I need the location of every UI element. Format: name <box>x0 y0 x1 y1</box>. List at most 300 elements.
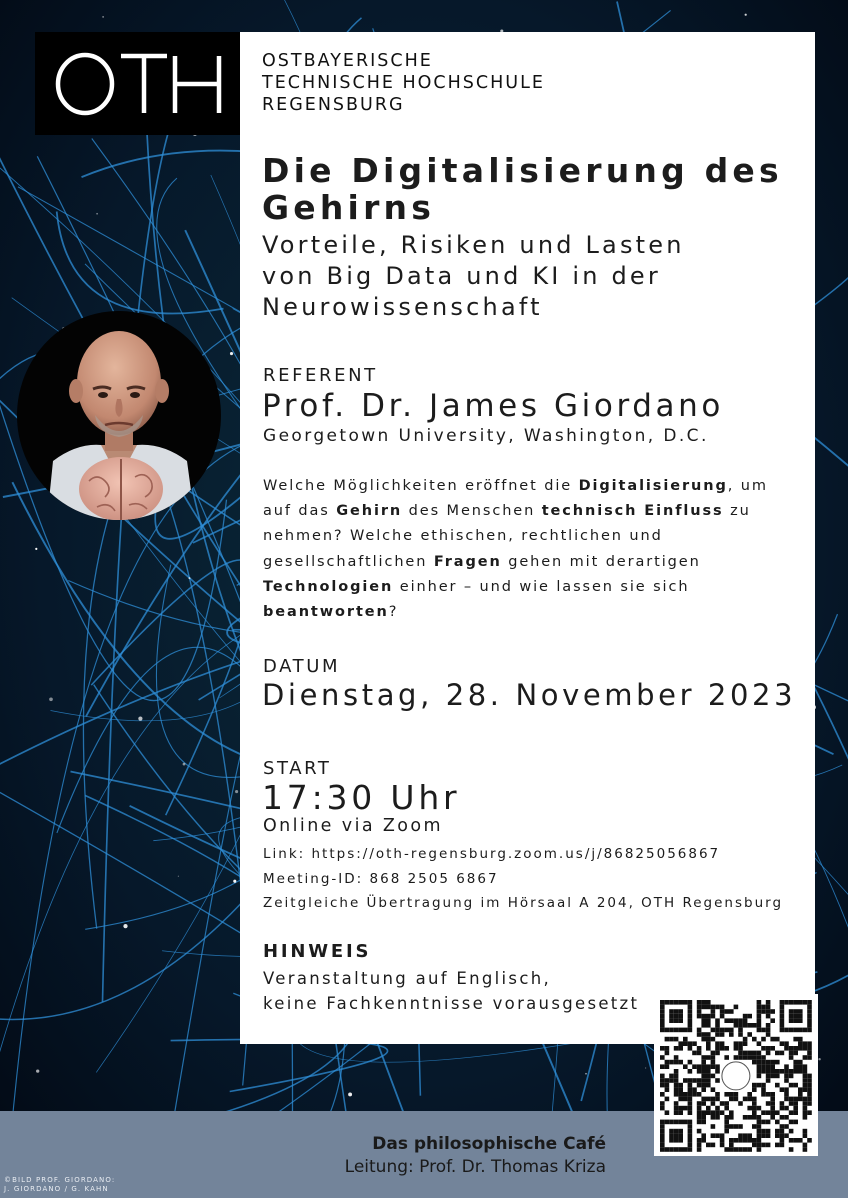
qr-module <box>789 1129 794 1134</box>
qr-module <box>697 1032 702 1037</box>
qr-module <box>683 1037 688 1042</box>
qr-module <box>798 1092 803 1097</box>
qr-module <box>701 1018 706 1023</box>
qr-module <box>752 1083 757 1088</box>
qr-module <box>766 1060 771 1065</box>
qr-module <box>784 1069 789 1074</box>
qr-module <box>743 1055 748 1060</box>
qr-module <box>683 1147 688 1152</box>
qr-module <box>692 1041 697 1046</box>
qr-module <box>807 1014 812 1019</box>
note-line-1: Veranstaltung auf Englisch, <box>263 969 551 988</box>
qr-module <box>766 1051 771 1056</box>
qr-module <box>724 1055 729 1060</box>
qr-module <box>766 1000 771 1005</box>
qr-module <box>803 1078 808 1083</box>
qr-module <box>757 1147 762 1152</box>
qr-module <box>780 1009 785 1014</box>
qr-module <box>715 1097 720 1102</box>
qr-module <box>775 1143 780 1148</box>
abstract-emphasis: Gehirn <box>336 503 403 520</box>
qr-module <box>803 1069 808 1074</box>
qr-module <box>752 1023 757 1028</box>
credit-line-1: ©BILD PROF. GIORDANO: <box>4 1176 116 1184</box>
glow-point <box>123 924 127 928</box>
qr-module <box>789 1097 794 1102</box>
qr-module <box>697 1092 702 1097</box>
qr-module <box>766 1133 771 1138</box>
qr-module <box>803 1106 808 1111</box>
qr-module <box>688 1078 693 1083</box>
qr-module <box>752 1138 757 1143</box>
qr-module <box>807 1005 812 1010</box>
qr-module <box>724 1129 729 1134</box>
qr-module <box>706 1005 711 1010</box>
qr-module <box>789 1147 794 1152</box>
qr-module <box>793 1014 798 1019</box>
qr-module <box>807 1110 812 1115</box>
qr-module <box>706 1074 711 1079</box>
qr-module <box>711 1143 716 1148</box>
qr-module <box>789 1069 794 1074</box>
qr-module <box>706 1000 711 1005</box>
qr-module <box>697 1115 702 1120</box>
qr-module <box>729 1138 734 1143</box>
qr-module <box>665 1060 670 1065</box>
qr-module <box>761 1064 766 1069</box>
qr-module <box>711 1055 716 1060</box>
qr-module <box>669 1037 674 1042</box>
qr-module <box>660 1055 665 1060</box>
qr-module <box>752 1037 757 1042</box>
qr-module <box>678 1097 683 1102</box>
qr-module <box>789 1014 794 1019</box>
qr-module <box>674 1028 679 1033</box>
qr-module <box>660 1129 665 1134</box>
qr-module <box>688 1028 693 1033</box>
glow-point <box>35 548 37 550</box>
qr-module <box>766 1101 771 1106</box>
abstract-emphasis: Fragen <box>433 553 502 570</box>
qr-module <box>678 1087 683 1092</box>
qr-module <box>780 1005 785 1010</box>
qr-module <box>715 1041 720 1046</box>
qr-module <box>775 1060 780 1065</box>
qr-module <box>697 1078 702 1083</box>
qr-module <box>688 1069 693 1074</box>
qr-module <box>761 1133 766 1138</box>
qr-module <box>743 1023 748 1028</box>
qr-module <box>757 1124 762 1129</box>
qr-module <box>724 1124 729 1129</box>
qr-module <box>780 1087 785 1092</box>
qr-module <box>660 1023 665 1028</box>
qr-module <box>674 1074 679 1079</box>
qr-module <box>761 1120 766 1125</box>
qr-module <box>780 1041 785 1046</box>
qr-module <box>807 1074 812 1079</box>
qr-module <box>798 1064 803 1069</box>
qr-module <box>697 1147 702 1152</box>
qr-module <box>660 1028 665 1033</box>
qr-module <box>678 1028 683 1033</box>
glow-point <box>233 880 236 883</box>
qr-module <box>734 1005 739 1010</box>
qr-module <box>766 1069 771 1074</box>
qr-module <box>757 1083 762 1088</box>
qr-module <box>688 1046 693 1051</box>
qr-module <box>706 1023 711 1028</box>
qr-module <box>701 1032 706 1037</box>
series-lead: Leitung: Prof. Dr. Thomas Kriza <box>344 1157 606 1177</box>
qr-module <box>711 1133 716 1138</box>
qr-module <box>770 1064 775 1069</box>
abstract-text: gehen mit derartigen <box>501 553 701 570</box>
qr-module <box>665 1046 670 1051</box>
event-date: Dienstag, 28. November 2023 <box>262 678 797 712</box>
qr-module <box>789 1051 794 1056</box>
qr-module <box>724 1028 729 1033</box>
qr-module <box>683 1028 688 1033</box>
qr-module <box>752 1097 757 1102</box>
qr-module <box>803 1097 808 1102</box>
qr-module <box>761 1092 766 1097</box>
qr-module <box>757 1028 762 1033</box>
qr-module <box>775 1037 780 1042</box>
qr-module <box>701 1074 706 1079</box>
qr-module <box>660 1101 665 1106</box>
qr-module <box>775 1110 780 1115</box>
qr-module <box>729 1032 734 1037</box>
qr-module <box>724 1018 729 1023</box>
qr-module <box>789 1110 794 1115</box>
qr-module <box>678 1046 683 1051</box>
qr-module <box>688 1083 693 1088</box>
qr-module <box>669 1014 674 1019</box>
qr-module <box>757 1005 762 1010</box>
qr-module <box>770 1110 775 1115</box>
qr-module <box>798 1009 803 1014</box>
qr-module <box>734 1092 739 1097</box>
qr-module <box>715 1115 720 1120</box>
qr-module <box>747 1097 752 1102</box>
qr-module <box>678 1133 683 1138</box>
qr-module <box>697 1120 702 1125</box>
qr-module <box>688 1041 693 1046</box>
qr-module <box>706 1014 711 1019</box>
glow-point <box>178 876 179 877</box>
qr-module <box>738 1101 743 1106</box>
qr-module <box>734 1023 739 1028</box>
qr-module <box>761 1005 766 1010</box>
qr-module <box>729 1143 734 1148</box>
event-subtitle: Vorteile, Risiken und Lasten von Big Data und KI in der Neurowissenschaft <box>262 231 685 321</box>
qr-module <box>793 1106 798 1111</box>
speaker-name: Prof. Dr. James Giordano <box>262 388 724 424</box>
qr-module <box>678 1138 683 1143</box>
qr-module <box>715 1078 720 1083</box>
note-text <box>263 966 639 1016</box>
qr-module <box>766 1078 771 1083</box>
qr-module <box>678 1060 683 1065</box>
abstract-emphasis: Technologien <box>263 578 394 595</box>
qr-module <box>761 1028 766 1033</box>
qr-module <box>715 1046 720 1051</box>
qr-module <box>738 1051 743 1056</box>
qr-module <box>711 1014 716 1019</box>
qr-module <box>747 1032 752 1037</box>
qr-module <box>701 1138 706 1143</box>
qr-module <box>674 1120 679 1125</box>
qr-module <box>697 1143 702 1148</box>
qr-module <box>770 1069 775 1074</box>
qr-module <box>701 1087 706 1092</box>
qr-module <box>798 1060 803 1065</box>
qr-module <box>743 1051 748 1056</box>
qr-module <box>743 1097 748 1102</box>
qr-module <box>775 1069 780 1074</box>
qr-module <box>807 1051 812 1056</box>
qr-module <box>793 1028 798 1033</box>
qr-module <box>660 1064 665 1069</box>
qr-module <box>729 1092 734 1097</box>
qr-module <box>683 1041 688 1046</box>
qr-module <box>665 1028 670 1033</box>
qr-module <box>807 1023 812 1028</box>
qr-code-pattern <box>654 994 818 1156</box>
qr-module <box>715 1051 720 1056</box>
qr-module <box>793 1110 798 1115</box>
qr-module <box>807 1138 812 1143</box>
qr-center-emblem <box>722 1062 750 1090</box>
qr-module <box>789 1046 794 1051</box>
qr-module <box>807 1101 812 1106</box>
oth-logo-mark <box>55 50 225 118</box>
qr-module <box>711 1064 716 1069</box>
qr-module <box>743 1115 748 1120</box>
qr-module <box>780 1051 785 1056</box>
qr-module <box>706 1069 711 1074</box>
qr-module <box>789 1018 794 1023</box>
qr-module <box>784 1028 789 1033</box>
qr-module <box>674 1000 679 1005</box>
qr-module <box>757 1014 762 1019</box>
event-abstract <box>263 474 803 625</box>
university-line-3: REGENSBURG <box>262 95 405 115</box>
qr-module <box>688 1143 693 1148</box>
qr-module <box>665 1120 670 1125</box>
qr-module <box>720 1032 725 1037</box>
qr-module <box>720 1014 725 1019</box>
abstract-text: des Menschen <box>402 503 542 520</box>
qr-module <box>757 1051 762 1056</box>
qr-module <box>798 1087 803 1092</box>
qr-module <box>747 1138 752 1143</box>
qr-module <box>706 1143 711 1148</box>
qr-module <box>757 1115 762 1120</box>
qr-module <box>747 1092 752 1097</box>
qr-module <box>803 1055 808 1060</box>
qr-module <box>761 1055 766 1060</box>
qr-module <box>798 1138 803 1143</box>
qr-module <box>780 1018 785 1023</box>
qr-module <box>738 1041 743 1046</box>
qr-module <box>803 1000 808 1005</box>
qr-module <box>784 1097 789 1102</box>
qr-module <box>660 1083 665 1088</box>
qr-module <box>660 1092 665 1097</box>
qr-code[interactable] <box>654 994 818 1156</box>
qr-module <box>803 1143 808 1148</box>
qr-module <box>789 1009 794 1014</box>
credit-line-2: J. GIORDANO / G. KAHN <box>4 1185 109 1193</box>
qr-module <box>770 1092 775 1097</box>
qr-module <box>803 1133 808 1138</box>
qr-module <box>678 1106 683 1111</box>
qr-module <box>766 1092 771 1097</box>
qr-module <box>692 1051 697 1056</box>
qr-module <box>669 1009 674 1014</box>
qr-module <box>793 1069 798 1074</box>
qr-module <box>720 1046 725 1051</box>
qr-module <box>674 1046 679 1051</box>
qr-module <box>793 1009 798 1014</box>
qr-module <box>766 1074 771 1079</box>
qr-module <box>669 1138 674 1143</box>
qr-module <box>798 1069 803 1074</box>
qr-module <box>688 1060 693 1065</box>
university-line-2: TECHNISCHE HOCHSCHULE <box>262 73 545 93</box>
qr-module <box>757 1060 762 1065</box>
qr-module <box>688 1014 693 1019</box>
qr-module <box>743 1018 748 1023</box>
qr-module <box>780 1133 785 1138</box>
qr-module <box>660 1120 665 1125</box>
qr-module <box>793 1018 798 1023</box>
qr-module <box>743 1014 748 1019</box>
qr-module <box>692 1064 697 1069</box>
glow-point <box>49 697 53 701</box>
qr-module <box>734 1147 739 1152</box>
qr-module <box>692 1078 697 1083</box>
qr-module <box>757 1138 762 1143</box>
qr-module <box>665 1147 670 1152</box>
qr-module <box>674 1009 679 1014</box>
qr-module <box>706 1041 711 1046</box>
qr-module <box>766 1032 771 1037</box>
qr-module <box>770 1018 775 1023</box>
qr-module <box>775 1083 780 1088</box>
qr-module <box>761 1087 766 1092</box>
qr-module <box>807 1097 812 1102</box>
qr-module <box>798 1037 803 1042</box>
qr-module <box>757 1106 762 1111</box>
qr-module <box>729 1018 734 1023</box>
qr-module <box>688 1106 693 1111</box>
qr-module <box>697 1129 702 1134</box>
qr-module <box>674 1092 679 1097</box>
qr-module <box>660 1018 665 1023</box>
qr-module <box>770 1115 775 1120</box>
qr-module <box>729 1110 734 1115</box>
qr-module <box>720 1110 725 1115</box>
qr-module <box>706 1055 711 1060</box>
qr-module <box>724 1106 729 1111</box>
qr-module <box>780 1101 785 1106</box>
qr-module <box>715 1133 720 1138</box>
qr-module <box>780 1129 785 1134</box>
qr-module <box>752 1115 757 1120</box>
qr-module <box>724 1009 729 1014</box>
qr-module <box>674 1083 679 1088</box>
qr-module <box>724 1115 729 1120</box>
qr-module <box>715 1106 720 1111</box>
qr-module <box>766 1064 771 1069</box>
qr-module <box>692 1087 697 1092</box>
qr-module <box>715 1018 720 1023</box>
qr-module <box>683 1097 688 1102</box>
qr-module <box>697 1106 702 1111</box>
qr-module <box>729 1028 734 1033</box>
series-title: Das philosophische Café <box>372 1134 606 1154</box>
qr-module <box>660 1000 665 1005</box>
qr-module <box>669 1018 674 1023</box>
abstract-text: einher – und wie lassen sie sich <box>393 578 690 595</box>
qr-module <box>711 1110 716 1115</box>
qr-module <box>688 1124 693 1129</box>
qr-module <box>660 1005 665 1010</box>
qr-module <box>711 1028 716 1033</box>
qr-module <box>770 1037 775 1042</box>
qr-module <box>743 1138 748 1143</box>
qr-module <box>729 1009 734 1014</box>
meeting-id: Meeting-ID: 868 2505 6867 <box>263 871 499 887</box>
zoom-link[interactable]: Link: https://oth-regensburg.zoom.us/j/86825056867 <box>263 846 721 862</box>
qr-module <box>789 1138 794 1143</box>
qr-module <box>706 1037 711 1042</box>
qr-module <box>784 1133 789 1138</box>
qr-module <box>752 1101 757 1106</box>
qr-module <box>660 1124 665 1129</box>
qr-module <box>674 1078 679 1083</box>
qr-module <box>747 1023 752 1028</box>
qr-module <box>706 1078 711 1083</box>
qr-module <box>761 1037 766 1042</box>
qr-module <box>780 1106 785 1111</box>
qr-module <box>784 1115 789 1120</box>
abstract-text: zu nehmen? Welche ethischen, rechtlichen und gesellschaftlichen <box>263 503 751 570</box>
image-credit <box>4 1176 115 1194</box>
qr-module <box>720 1138 725 1143</box>
qr-module <box>752 1124 757 1129</box>
glow-point <box>818 1058 820 1060</box>
qr-module <box>766 1014 771 1019</box>
qr-module <box>674 1055 679 1060</box>
qr-module <box>697 1000 702 1005</box>
qr-module <box>683 1000 688 1005</box>
qr-module <box>678 1129 683 1134</box>
qr-module <box>766 1110 771 1115</box>
qr-module <box>660 1009 665 1014</box>
qr-module <box>669 1120 674 1125</box>
qr-module <box>697 1051 702 1056</box>
qr-module <box>715 1023 720 1028</box>
abstract-emphasis: Digitalisierung <box>578 478 728 494</box>
qr-module <box>807 1092 812 1097</box>
qr-module <box>757 1064 762 1069</box>
qr-module <box>674 1014 679 1019</box>
qr-module <box>669 1060 674 1065</box>
